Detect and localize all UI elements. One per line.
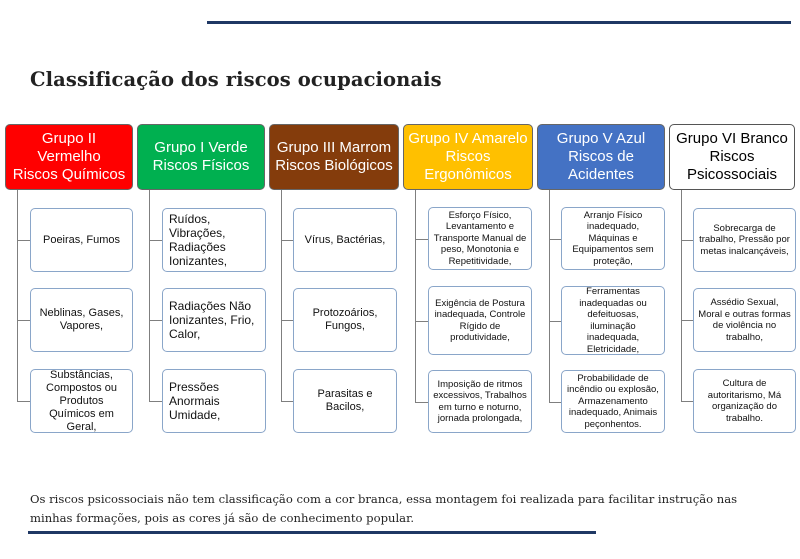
risk-item <box>561 207 665 270</box>
risk-item-text: Arranjo Físico inadequado, Máquinas e Equipamentos sem proteção, <box>572 209 654 267</box>
risk-item-text: Parasitas e Bacilos, <box>317 388 373 413</box>
risk-item-text: Pressões Anormais Umidade, <box>169 380 221 422</box>
group-header-psychosocial <box>669 124 795 190</box>
connector-line <box>17 240 30 241</box>
top-divider <box>207 21 791 24</box>
connector-line <box>281 190 282 401</box>
connector-line <box>281 320 293 321</box>
connector-line <box>281 240 293 241</box>
risk-item <box>693 208 796 272</box>
group-header-line: Riscos de <box>568 148 634 165</box>
group-header-line: Grupo III Marrom <box>276 139 392 156</box>
risk-item <box>693 369 796 433</box>
risk-item-text: Vírus, Bactérias, <box>304 233 386 246</box>
risk-item-text: Poeiras, Fumos <box>42 233 121 246</box>
connector-line <box>149 240 162 241</box>
group-header-physical <box>137 124 265 190</box>
group-header-line: Vermelho <box>37 148 101 165</box>
group-header-line: Riscos <box>445 148 491 165</box>
risk-item <box>693 288 796 352</box>
risk-item-text: Exigência de Postura inadequada, Controle Rígido de produtividade, <box>434 297 526 343</box>
connector-line <box>149 401 162 402</box>
group-header-line: Riscos Biológicos <box>275 157 393 174</box>
connector-line <box>17 320 30 321</box>
group-header-accident <box>537 124 665 190</box>
group-header-line: Grupo VI Branco <box>676 130 788 147</box>
connector-line <box>549 190 550 402</box>
group-header-chemical <box>5 124 133 190</box>
risk-item-text: Substâncias, Compostos ou Produtos Químicos em Geral, <box>46 368 117 433</box>
connector-line <box>415 402 428 403</box>
risk-item-text: Neblinas, Gases, Vapores, <box>39 307 124 332</box>
risk-item-text: Sobrecarga de trabalho, Pressão por metas inalcançáveis, <box>699 222 790 257</box>
risk-item-text: Protozoários, Fungos, <box>312 307 378 332</box>
connector-line <box>281 401 293 402</box>
risk-item-text: Esforço Físico, Levantamento e Transporte Manual de peso, Monotonia e Repetitividade, <box>433 209 527 267</box>
risk-item <box>293 288 397 352</box>
group-header-biological <box>269 124 399 190</box>
connector-line <box>415 239 428 240</box>
risk-item <box>162 288 266 352</box>
risk-item-text: Ferramentas inadequadas ou defeituosas, iluminação inadequada, Eletricidade, <box>579 286 647 355</box>
risk-item-text: Probabilidade de incêndio ou explosão, Armazenamento inadequado, Animais peçonhentos. <box>567 372 659 430</box>
group-header-line: Grupo V Azul <box>556 130 646 147</box>
risk-item-text: Radiações Não Ionizantes, Frio, Calor, <box>169 299 255 341</box>
group-header-line: Grupo II <box>41 130 97 147</box>
risk-item <box>30 288 133 352</box>
risk-item-text: Ruídos, Vibrações, Radiações Ionizantes, <box>169 212 228 268</box>
connector-line <box>681 190 682 401</box>
group-header-line: Acidentes <box>568 166 634 183</box>
risk-item <box>30 369 133 433</box>
risk-item <box>561 370 665 433</box>
group-header-line: Grupo IV Amarelo <box>408 130 528 147</box>
risk-item-text: Assédio Sexual, Moral e outras formas de violência no trabalho, <box>698 297 791 343</box>
group-header-line: Riscos Físicos <box>152 157 250 174</box>
connector-line <box>17 190 18 401</box>
group-header-ergonomic <box>403 124 533 190</box>
risk-item <box>561 286 665 355</box>
risk-item <box>30 208 133 272</box>
risk-item <box>293 208 397 272</box>
page-title: Classificação dos riscos ocupacionais <box>30 68 442 91</box>
connector-line <box>681 401 693 402</box>
bottom-divider <box>28 531 596 534</box>
risk-item <box>293 369 397 433</box>
group-header-line: Riscos Químicos <box>12 166 126 183</box>
risk-item-text: Cultura de autoritarismo, Má organização do trabalho. <box>707 378 782 424</box>
risk-item <box>428 370 532 433</box>
group-header-line: Grupo I Verde <box>154 139 248 156</box>
group-header-line: Riscos <box>709 148 755 165</box>
risk-item <box>428 286 532 355</box>
risk-item <box>162 369 266 433</box>
risk-item <box>162 208 266 272</box>
connector-line <box>549 321 561 322</box>
connector-line <box>415 321 428 322</box>
connector-line <box>17 401 30 402</box>
connector-line <box>681 240 693 241</box>
group-header-line: Psicossociais <box>686 166 777 183</box>
connector-line <box>681 320 693 321</box>
connector-line <box>149 320 162 321</box>
connector-line <box>549 402 561 403</box>
connector-line <box>149 190 150 401</box>
risk-item <box>428 207 532 270</box>
group-header-line: Ergonômicos <box>424 166 512 183</box>
footnote: Os riscos psicossociais não tem classificação com a cor branca, essa montagem foi realizada para facilitar instrução nas minhas formações, pois as cores já são de conhecimento popular. <box>30 492 738 525</box>
risk-item-text: Imposição de ritmos excessivos, Trabalhos em turno e noturno, jornada prolongada, <box>433 378 527 424</box>
connector-line <box>549 239 561 240</box>
connector-line <box>415 190 416 402</box>
